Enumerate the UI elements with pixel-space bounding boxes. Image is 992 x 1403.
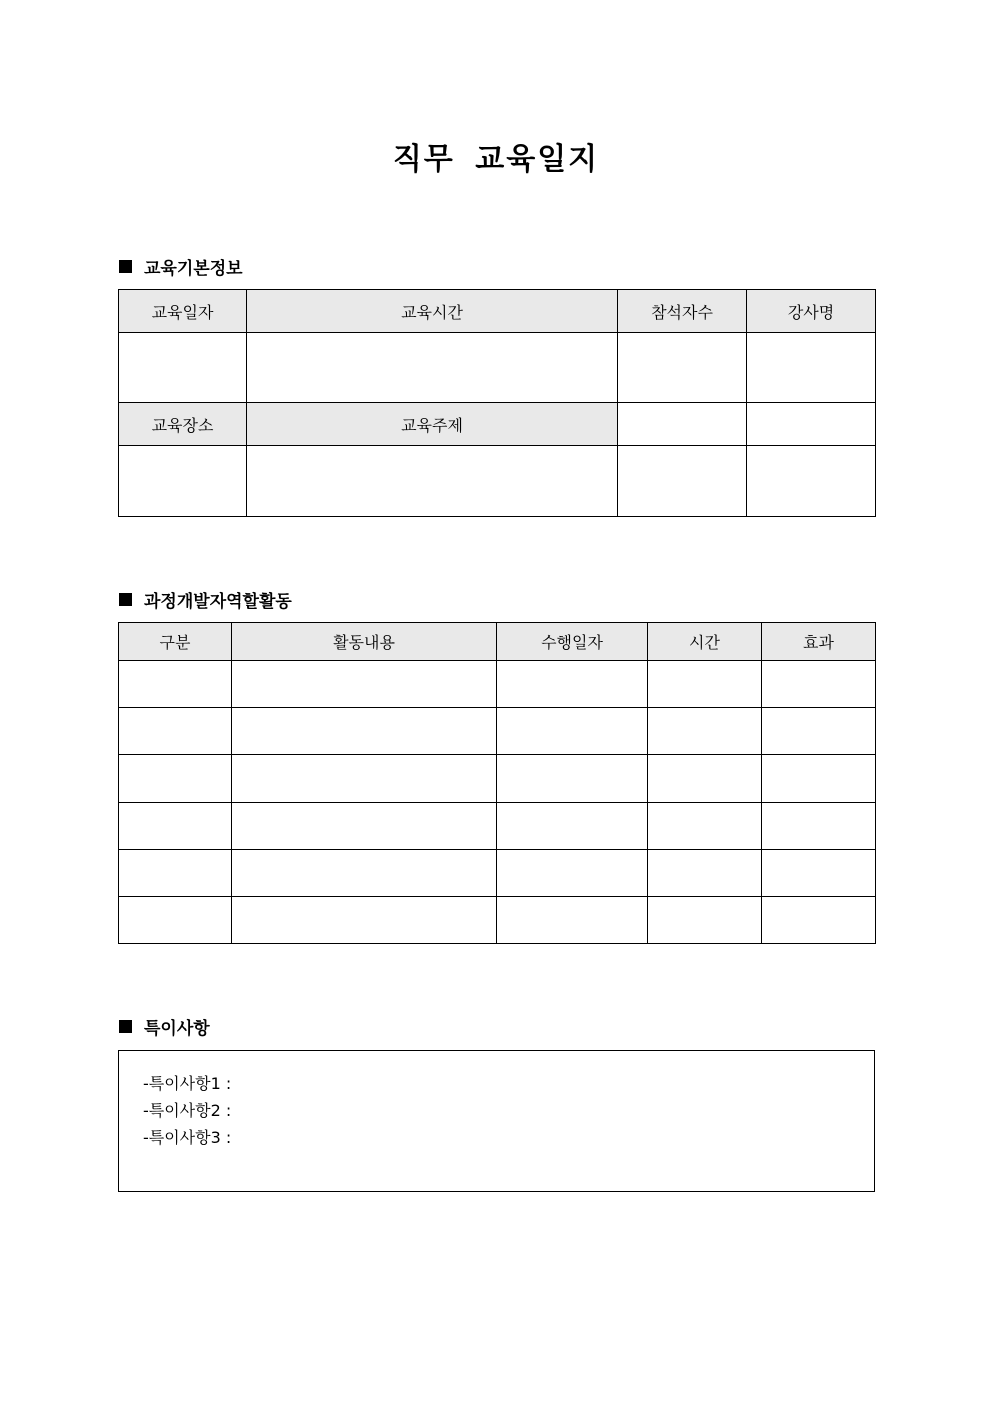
basic-info-table <box>118 289 876 517</box>
table-cell[interactable] <box>497 803 648 850</box>
table-cell[interactable] <box>762 850 876 897</box>
table-row <box>119 623 876 661</box>
notes-box[interactable] <box>118 1050 875 1192</box>
table-cell[interactable] <box>497 755 648 803</box>
table-cell[interactable] <box>119 708 232 755</box>
section-heading-label: 교육기본정보 <box>144 259 243 279</box>
table-cell[interactable] <box>232 850 497 897</box>
header-cell-location: 교육장소 <box>119 403 247 446</box>
header-cell-category: 구분 <box>119 623 232 661</box>
table-cell[interactable] <box>232 708 497 755</box>
table-cell[interactable] <box>232 897 497 944</box>
table-cell[interactable] <box>119 897 232 944</box>
section-heading-label: 특이사항 <box>144 1019 210 1039</box>
table-cell[interactable] <box>762 803 876 850</box>
table-cell[interactable] <box>762 897 876 944</box>
table-cell[interactable] <box>232 755 497 803</box>
table-cell[interactable] <box>648 661 762 708</box>
table-cell[interactable] <box>497 897 648 944</box>
note-line-1: -특이사항1 : <box>143 1074 232 1093</box>
table-row <box>119 803 876 850</box>
empty-cell[interactable] <box>618 403 747 446</box>
note-line-3: -특이사항3 : <box>143 1128 232 1147</box>
table-cell[interactable] <box>119 755 232 803</box>
activities-table <box>118 622 876 944</box>
header-cell-time: 교육시간 <box>247 290 618 333</box>
table-cell[interactable] <box>648 803 762 850</box>
table-cell[interactable] <box>232 661 497 708</box>
table-cell[interactable] <box>762 708 876 755</box>
section-heading-label: 과정개발자역할활동 <box>144 592 292 612</box>
black-square-icon <box>119 593 132 606</box>
header-cell-topic: 교육주제 <box>247 403 618 446</box>
table-cell[interactable] <box>497 661 648 708</box>
table-row <box>119 755 876 803</box>
section-heading-notes <box>119 1014 210 1039</box>
empty-cell[interactable] <box>747 446 876 517</box>
table-row <box>119 333 876 403</box>
header-cell-hours: 시간 <box>648 623 762 661</box>
section-heading-basic-info <box>119 254 243 279</box>
black-square-icon <box>119 1020 132 1033</box>
table-row <box>119 446 876 517</box>
table-row <box>119 403 876 446</box>
table-cell[interactable] <box>497 850 648 897</box>
input-cell-date[interactable] <box>119 333 247 403</box>
input-cell-topic[interactable] <box>247 446 618 517</box>
table-cell[interactable] <box>497 708 648 755</box>
page-title: 직무 교육일지 <box>392 142 600 177</box>
table-cell[interactable] <box>119 803 232 850</box>
table-row <box>119 850 876 897</box>
empty-cell[interactable] <box>747 403 876 446</box>
table-cell[interactable] <box>119 850 232 897</box>
note-line-2: -특이사항2 : <box>143 1101 232 1120</box>
table-row <box>119 708 876 755</box>
header-cell-date: 교육일자 <box>119 290 247 333</box>
input-cell-location[interactable] <box>119 446 247 517</box>
table-cell[interactable] <box>119 661 232 708</box>
table-cell[interactable] <box>648 897 762 944</box>
table-cell[interactable] <box>648 850 762 897</box>
input-cell-time[interactable] <box>247 333 618 403</box>
table-cell[interactable] <box>648 755 762 803</box>
input-cell-instructor[interactable] <box>747 333 876 403</box>
table-cell[interactable] <box>232 803 497 850</box>
header-cell-activity: 활동내용 <box>232 623 497 661</box>
header-cell-attendees: 참석자수 <box>618 290 747 333</box>
table-cell[interactable] <box>762 755 876 803</box>
black-square-icon <box>119 260 132 273</box>
input-cell-attendees[interactable] <box>618 333 747 403</box>
table-row <box>119 897 876 944</box>
table-row <box>119 290 876 333</box>
table-row <box>119 661 876 708</box>
section-heading-activities <box>119 587 292 612</box>
header-cell-effect: 효과 <box>762 623 876 661</box>
table-cell[interactable] <box>762 661 876 708</box>
header-cell-perform-date: 수행일자 <box>497 623 648 661</box>
header-cell-instructor: 강사명 <box>747 290 876 333</box>
empty-cell[interactable] <box>618 446 747 517</box>
table-cell[interactable] <box>648 708 762 755</box>
